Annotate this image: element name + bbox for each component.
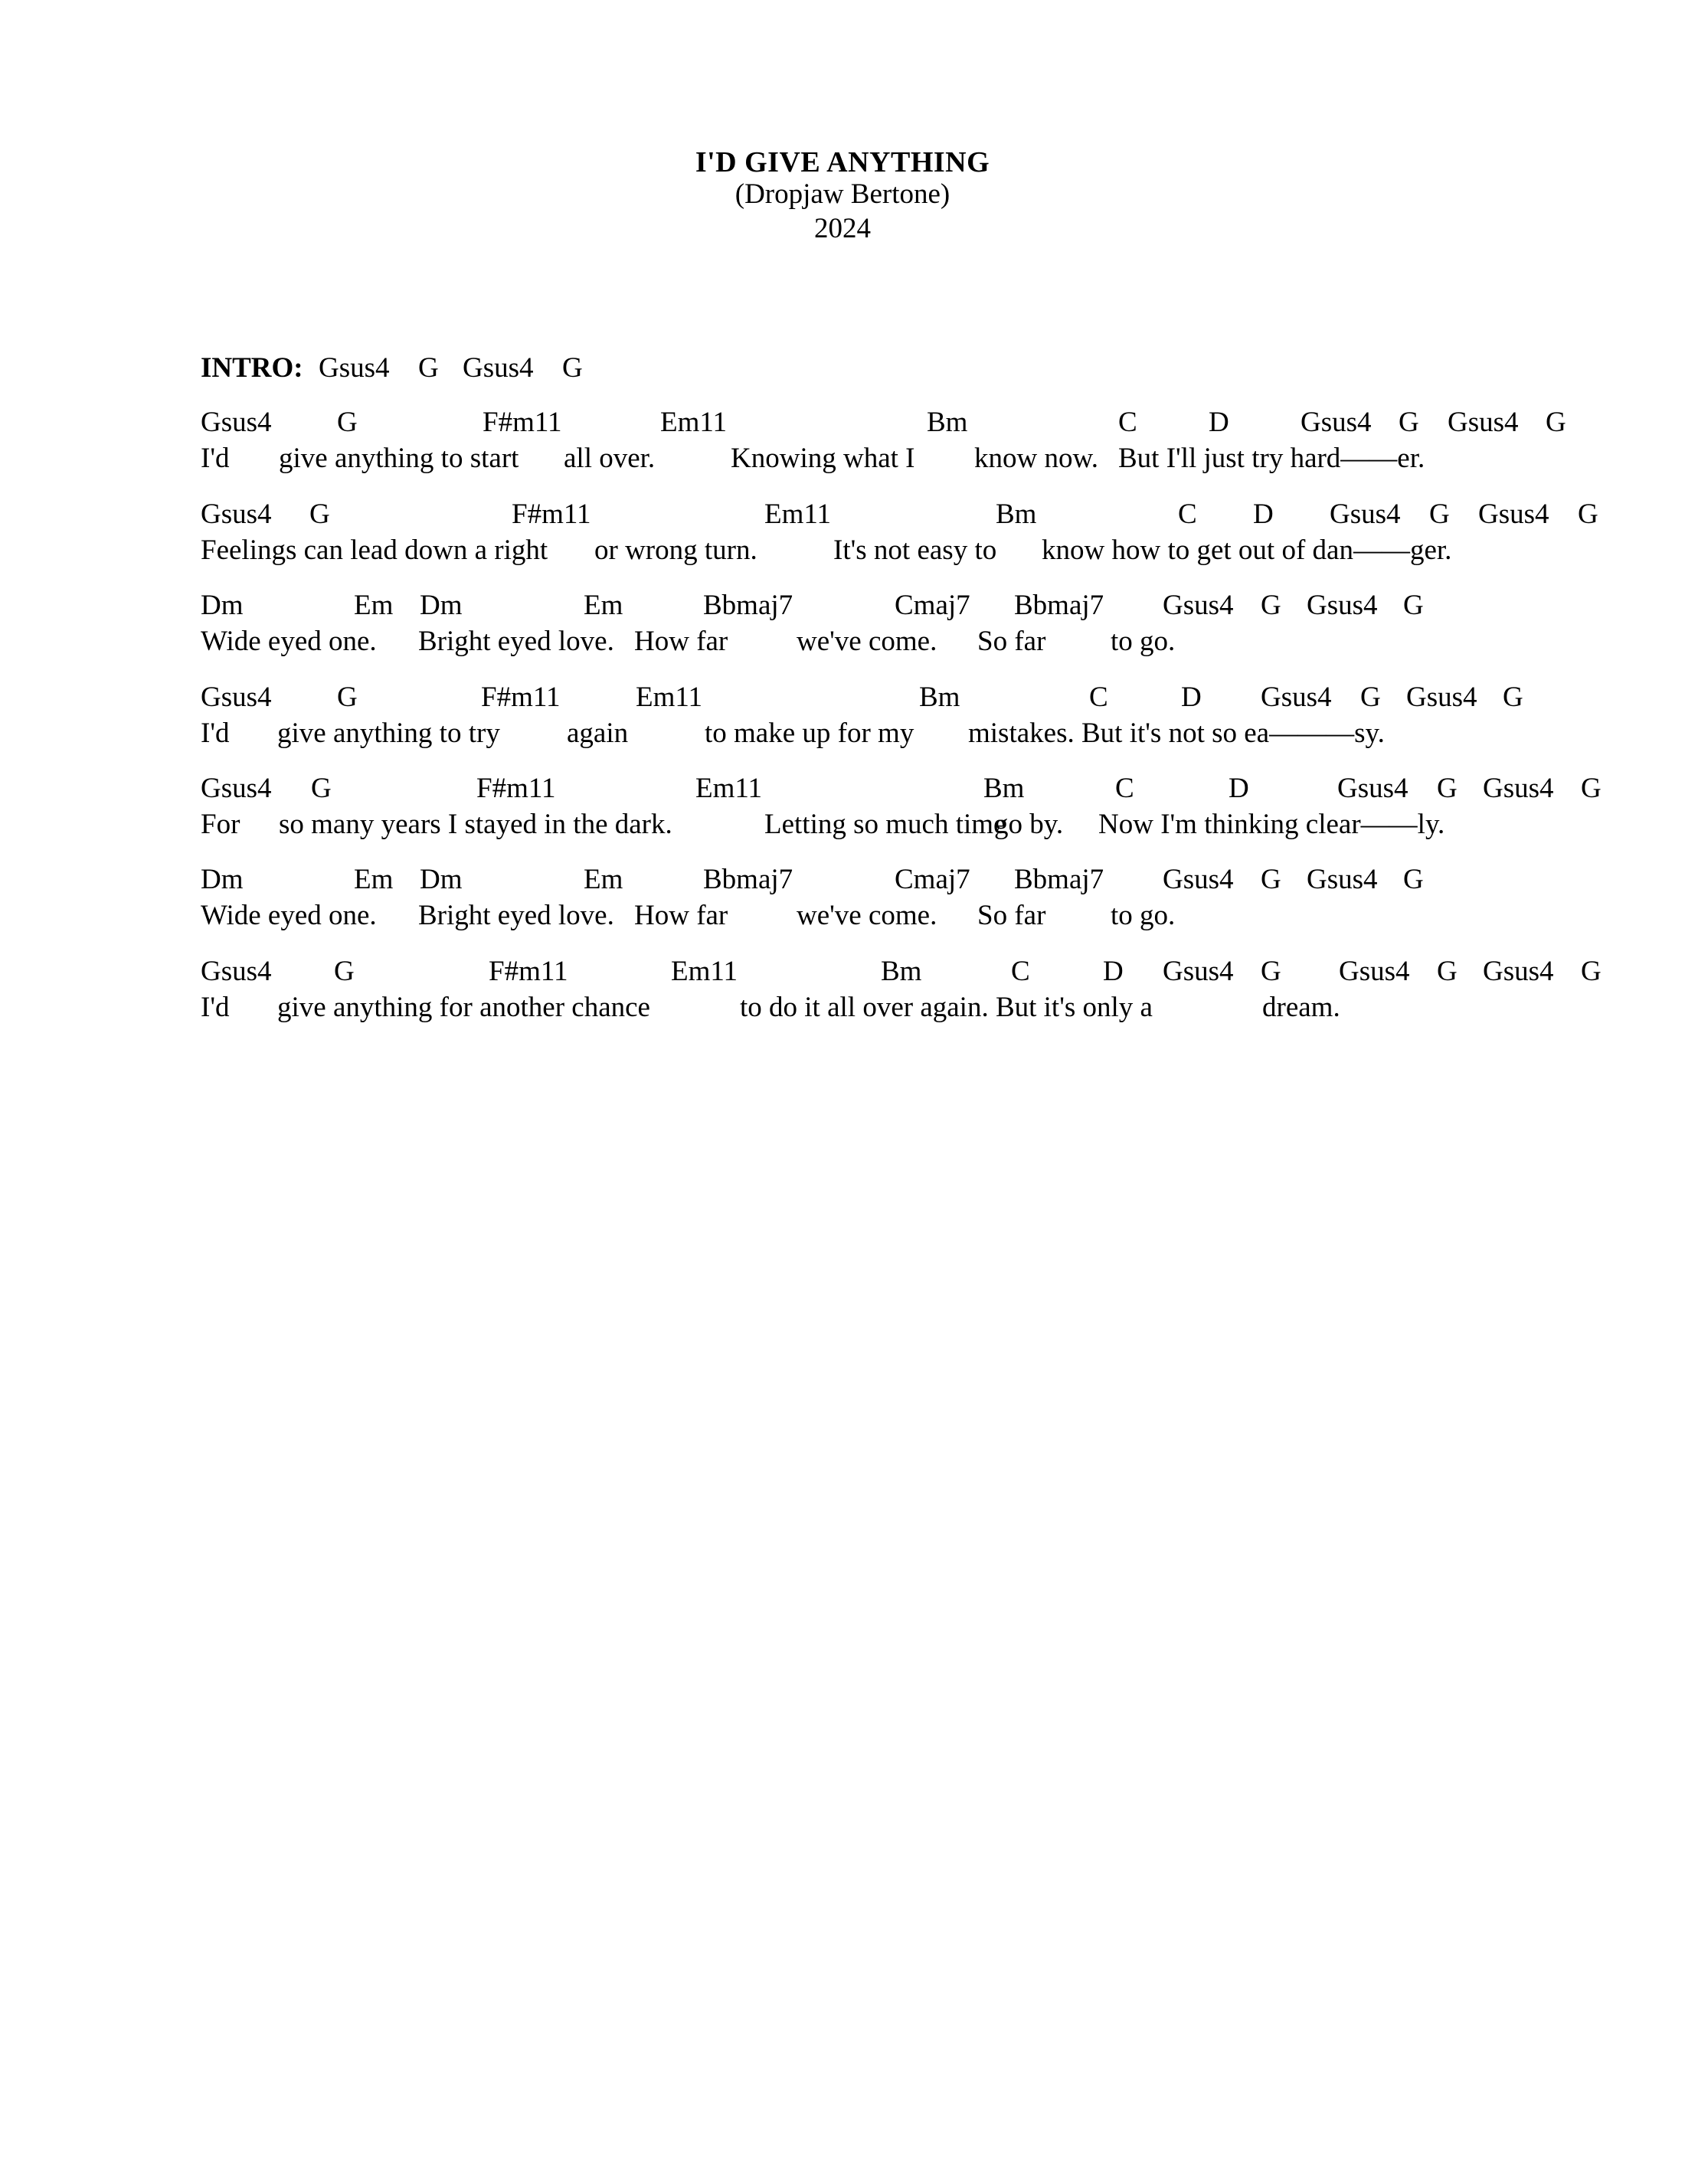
intro-chord: G	[418, 352, 439, 384]
lyric-text: It's not easy to	[833, 535, 997, 566]
chord-symbol: G	[1261, 956, 1281, 987]
chord-symbol: F#m11	[481, 682, 561, 713]
chord-symbol: Gsus4	[201, 407, 272, 438]
chord-symbol: D	[1103, 956, 1124, 987]
chord-symbol: Gsus4	[1483, 773, 1554, 804]
chord-symbol: C	[1118, 407, 1137, 438]
chord-symbol: F#m11	[483, 407, 562, 438]
chord-symbol: G	[311, 773, 332, 804]
chord-symbol: Bbmaj7	[1014, 864, 1104, 895]
chord-symbol: Em11	[636, 682, 703, 713]
chord-symbol: Gsus4	[1406, 682, 1477, 713]
lyric-text: Letting so much time	[764, 809, 1006, 840]
chord-symbol: G	[1403, 864, 1424, 895]
chord-symbol: Em11	[671, 956, 738, 987]
lyric-text: Knowing what I	[731, 443, 915, 474]
chord-symbol: Gsus4	[1163, 956, 1234, 987]
lyric-text: or wrong turn.	[594, 535, 757, 566]
chord-symbol: C	[1011, 956, 1030, 987]
lyric-text: to make up for my	[705, 718, 914, 749]
lyric-text: go by.	[994, 809, 1064, 840]
lyric-text: So far	[977, 900, 1046, 931]
chord-symbol: Gsus4	[1301, 407, 1372, 438]
chord-symbol: G	[337, 407, 358, 438]
lyric-text: Now I'm thinking clear——ly.	[1098, 809, 1445, 840]
lyric-text: Feelings can lead down a right	[201, 535, 548, 566]
lyric-text: mistakes. But it's not so ea———sy.	[968, 718, 1385, 749]
song-title: I'D GIVE ANYTHING	[695, 146, 990, 178]
intro-chord: G	[562, 352, 583, 384]
intro-label: INTRO:	[201, 352, 303, 384]
chord-symbol: G	[309, 499, 330, 530]
chord-symbol: G	[1581, 773, 1602, 804]
chord-symbol: Gsus4	[1339, 956, 1410, 987]
chord-symbol: F#m11	[489, 956, 568, 987]
chord-symbol: Gsus4	[1478, 499, 1549, 530]
lyric-text: But I'll just try hard——er.	[1118, 443, 1425, 474]
chord-symbol: Gsus4	[1307, 590, 1378, 621]
chord-symbol: Bm	[927, 407, 968, 438]
chord-symbol: Gsus4	[201, 773, 272, 804]
lyric-text: to go.	[1111, 900, 1176, 931]
chord-symbol: G	[1581, 956, 1602, 987]
chord-symbol: Gsus4	[1448, 407, 1519, 438]
chord-symbol: G	[1578, 499, 1598, 530]
lyric-text: So far	[977, 626, 1046, 657]
chord-symbol: G	[1360, 682, 1381, 713]
chord-symbol: Bbmaj7	[703, 864, 793, 895]
chord-symbol: Bbmaj7	[703, 590, 793, 621]
chord-symbol: G	[1437, 773, 1458, 804]
chord-symbol: G	[334, 956, 355, 987]
chord-symbol: Gsus4	[1307, 864, 1378, 895]
chord-symbol: G	[1403, 590, 1424, 621]
chord-symbol: Bbmaj7	[1014, 590, 1104, 621]
chord-symbol: G	[1429, 499, 1450, 530]
chord-symbol: Dm	[420, 590, 463, 621]
chord-symbol: Gsus4	[1163, 590, 1234, 621]
chord-symbol: F#m11	[476, 773, 556, 804]
lyric-text: to go.	[1111, 626, 1176, 657]
chord-symbol: Gsus4	[1330, 499, 1401, 530]
chord-symbol: Gsus4	[201, 682, 272, 713]
chord-symbol: Bm	[919, 682, 960, 713]
chord-symbol: Bm	[983, 773, 1025, 804]
lyric-text: How far	[634, 900, 728, 931]
chord-symbol: D	[1229, 773, 1249, 804]
chord-symbol: Cmaj7	[895, 864, 970, 895]
lyric-text: give anything to try	[277, 718, 500, 749]
chord-symbol: Em11	[660, 407, 728, 438]
chord-symbol: G	[1546, 407, 1566, 438]
chord-symbol: Em	[584, 590, 623, 621]
chord-symbol: G	[337, 682, 358, 713]
chord-symbol: Gsus4	[1337, 773, 1409, 804]
chord-symbol: Em	[354, 590, 394, 621]
chord-symbol: Bm	[881, 956, 922, 987]
chord-symbol: G	[1261, 864, 1281, 895]
chord-symbol: G	[1503, 682, 1523, 713]
chord-symbol: Em	[584, 864, 623, 895]
chord-symbol: Em	[354, 864, 394, 895]
chord-symbol: C	[1178, 499, 1197, 530]
intro-chord: Gsus4	[319, 352, 390, 384]
chord-symbol: Em11	[695, 773, 763, 804]
chord-symbol: Em11	[764, 499, 832, 530]
lyric-text: to do it all over again. But it's only a	[740, 992, 1153, 1023]
lyric-text: all over.	[564, 443, 656, 474]
song-artist: (Dropjaw Bertone)	[735, 178, 950, 210]
lyric-text: we've come.	[797, 626, 937, 657]
chord-symbol: Gsus4	[201, 499, 272, 530]
chord-symbol: Gsus4	[1163, 864, 1234, 895]
chord-symbol: G	[1437, 956, 1458, 987]
chord-symbol: D	[1209, 407, 1229, 438]
chord-symbol: Dm	[420, 864, 463, 895]
song-year: 2024	[814, 213, 871, 244]
lyric-text: Wide eyed one.	[201, 626, 377, 657]
lyric-text: again	[567, 718, 629, 749]
lyric-text: I'd	[201, 443, 230, 474]
lyric-text: so many years I stayed in the dark.	[279, 809, 672, 840]
chord-symbol: G	[1261, 590, 1281, 621]
intro-chord: Gsus4	[463, 352, 534, 384]
chord-symbol: Gsus4	[1483, 956, 1554, 987]
chord-symbol: Dm	[201, 864, 244, 895]
chord-symbol: Gsus4	[201, 956, 272, 987]
chord-symbol: Gsus4	[1261, 682, 1332, 713]
lyric-text: How far	[634, 626, 728, 657]
lyric-text: Bright eyed love.	[418, 626, 614, 657]
chord-symbol: D	[1181, 682, 1202, 713]
lyric-text: give anything for another chance	[277, 992, 650, 1023]
chord-symbol: Cmaj7	[895, 590, 970, 621]
chord-symbol: C	[1115, 773, 1134, 804]
lyric-text: I'd	[201, 718, 230, 749]
lyric-text: Bright eyed love.	[418, 900, 614, 931]
lyric-text: know now.	[974, 443, 1099, 474]
lyric-text: we've come.	[797, 900, 937, 931]
chord-symbol: D	[1253, 499, 1274, 530]
lyric-text: I'd	[201, 992, 230, 1023]
lyric-text: For	[201, 809, 240, 840]
lyric-text: Wide eyed one.	[201, 900, 377, 931]
lyric-text: dream.	[1262, 992, 1340, 1023]
chord-symbol: Bm	[996, 499, 1037, 530]
chord-symbol: G	[1399, 407, 1419, 438]
chord-symbol: F#m11	[512, 499, 591, 530]
chord-symbol: Dm	[201, 590, 244, 621]
lyric-text: know how to get out of dan——ger.	[1042, 535, 1452, 566]
chord-symbol: C	[1089, 682, 1108, 713]
lyric-text: give anything to start	[279, 443, 519, 474]
